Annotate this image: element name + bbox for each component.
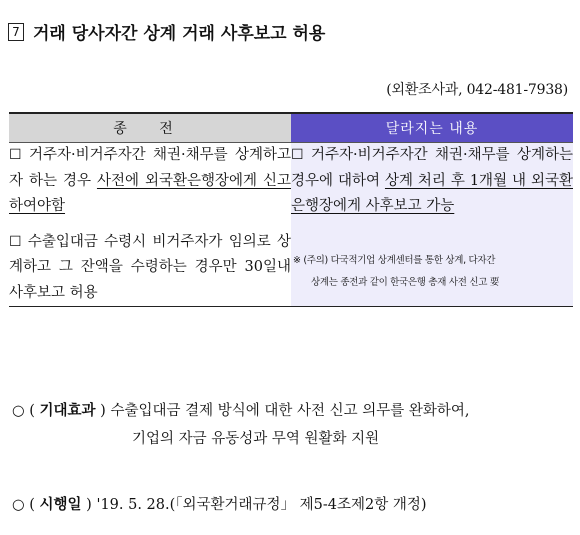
after-item-1-underlined: 상계 처리 후 1개월 내 외국환은행장에게 사후보고 가능 xyxy=(291,172,573,214)
checkbox-glyph: ☐ xyxy=(9,147,22,163)
section-number: 7 xyxy=(8,23,24,41)
after-note xyxy=(291,250,573,294)
after-item-1 xyxy=(291,143,573,220)
after-cell xyxy=(291,143,573,307)
before-cell xyxy=(9,143,291,307)
department-contact: (외환조사과, 042-481-7938) xyxy=(386,82,568,98)
date-label: 시행일 xyxy=(39,497,82,513)
effect-text-1: 수출입대금 결제 방식에 대한 사전 신고 의무를 완화하여, xyxy=(110,403,470,419)
effect-bullet xyxy=(12,397,568,453)
date-text: '19. 5. 28.(「외국환거래규정」 제5-4조제2항 개정) xyxy=(96,497,427,513)
before-item-1 xyxy=(9,143,291,220)
after-item-1-text: 거주자·비거주자간 채권·채무를 상계하는 경우에 대하여 xyxy=(291,147,574,189)
after-note-line-1: ※ (주의) 다국적기업 상계센터를 통한 상계, 다자간 xyxy=(293,254,496,266)
section-title-text: 거래 당사자간 상계 거래 사후보고 허용 xyxy=(33,24,326,44)
effect-text-2: 기업의 자금 유동성과 무역 원활화 지원 xyxy=(132,431,380,447)
comparison-table xyxy=(9,112,573,307)
before-header: 종 전 xyxy=(9,113,291,143)
checkbox-glyph: ☐ xyxy=(291,147,304,163)
before-item-2-text: 수출입대금 수령시 비거주자가 임의로 상계하고 그 잔액을 수령하는 경우만 30일내 사후보고 허용 xyxy=(9,233,291,301)
section-title xyxy=(8,19,325,44)
after-note-line-2: 상계는 종전과 같이 한국은행 총재 사전 신고 要 xyxy=(311,276,500,288)
date-bullet: ○ ( 시행일 ) '19. 5. 28.(「외국환거래규정」 제5-4조제2항 개정) xyxy=(12,497,427,513)
effect-line-1: ○ ( 기대효과 ) 수출입대금 결제 방식에 대한 사전 신고 의무를 완화하여, xyxy=(12,403,470,419)
effect-label: 기대효과 xyxy=(39,403,96,419)
checkbox-glyph: ☐ xyxy=(9,233,22,250)
before-item-1-text: 거주자·비거주자간 채권·채무를 상계하고자 하는 경우 xyxy=(9,147,292,189)
before-item-1-underlined: 사전에 외국환은행장에게 신고하여야함 xyxy=(9,172,291,214)
before-item-2 xyxy=(9,230,291,307)
after-header: 달라지는 내용 xyxy=(291,113,573,143)
